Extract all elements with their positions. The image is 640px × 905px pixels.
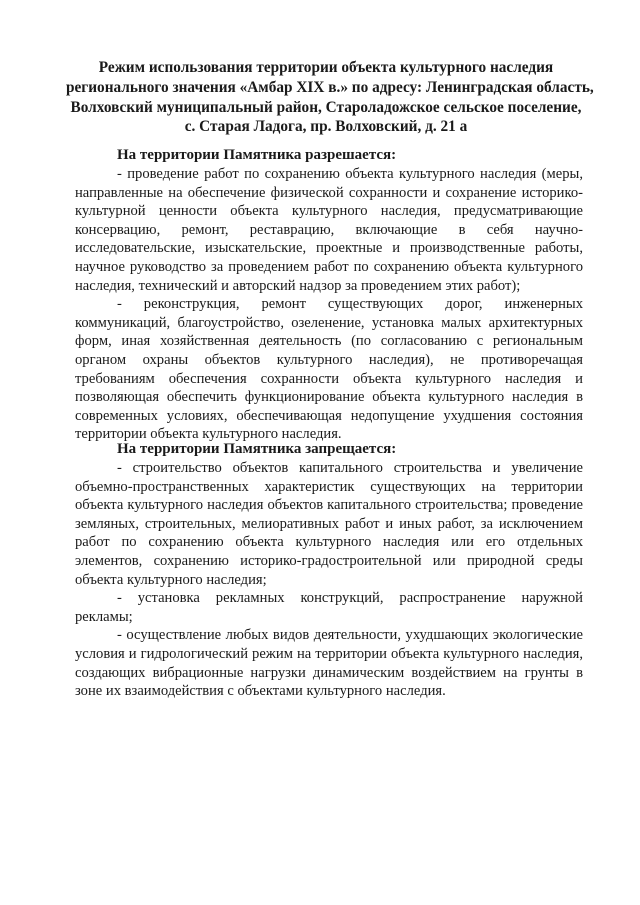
paragraph: - проведение работ по сохранению объекта культурного наследия (меры, направленные на обеспечение физической сохранности и сохранение историко-культурной ценности объекта культурного наследия, предусматривающие консервацию, ремонт, реставрацию, включающие в себя научно-исследовательские, изыскательские, проектные и производственные работы, научное руководство за проведением работ по сохранению объекта культурного наследия, технический и авторский надзор за проведением этих работ); xyxy=(75,166,583,294)
document-title xyxy=(66,58,594,137)
paragraph: - установка рекламных конструкций, распространение наружной рекламы; xyxy=(75,590,583,625)
allowed-section xyxy=(75,165,583,444)
title-line: с. Старая Ладога, пр. Волховский, д. 21 а xyxy=(184,118,468,136)
title-line: регионального значения «Амбар XIX в.» по адресу: Ленинградская область, xyxy=(66,78,594,96)
paragraph: - строительство объектов капитального строительства и увеличение объемно-пространственных характеристик существующих на территории объекта культурного наследия объектов капитального строительства; проведение земляных, строительных, мелиоративных работ и иных работ, за исключением работ по сохранению объекта культурного наследия или его отдельных элементов, сохранению историко-градостроительной или природной среды объекта культурного наследия; xyxy=(75,460,583,588)
prohibited-heading: На территории Памятника запрещается: xyxy=(117,441,397,457)
paragraph: - осуществление любых видов деятельности, ухудшающих экологические условия и гидрологический режим на территории объекта культурного наследия, создающих вибрационные нагрузки динамическим воздействием на грунты в зоне их взаимодействия с объектами культурного наследия. xyxy=(75,627,583,700)
title-line: Режим использования территории объекта культурного наследия xyxy=(98,59,554,76)
title-line: Волховский муниципальный район, Староладожское сельское поселение, xyxy=(70,98,582,116)
allowed-heading: На территории Памятника разрешается: xyxy=(117,147,397,163)
prohibited-section xyxy=(75,459,583,701)
paragraph: - реконструкция, ремонт существующих дорог, инженерных коммуникаций, благоустройство, озеленение, установка малых архитектурных форм, иная хозяйственная деятельность (по согласованию с региональным органом охраны объектов культурного наследия), не противоречащая требованиям обеспечения сохранности объекта культурного наследия и позволяющая обеспечить функционирование объекта культурного наследия в современных условиях, обеспечивающая недопущение ухудшения состояния территории объекта культурного наследия. xyxy=(75,296,583,443)
